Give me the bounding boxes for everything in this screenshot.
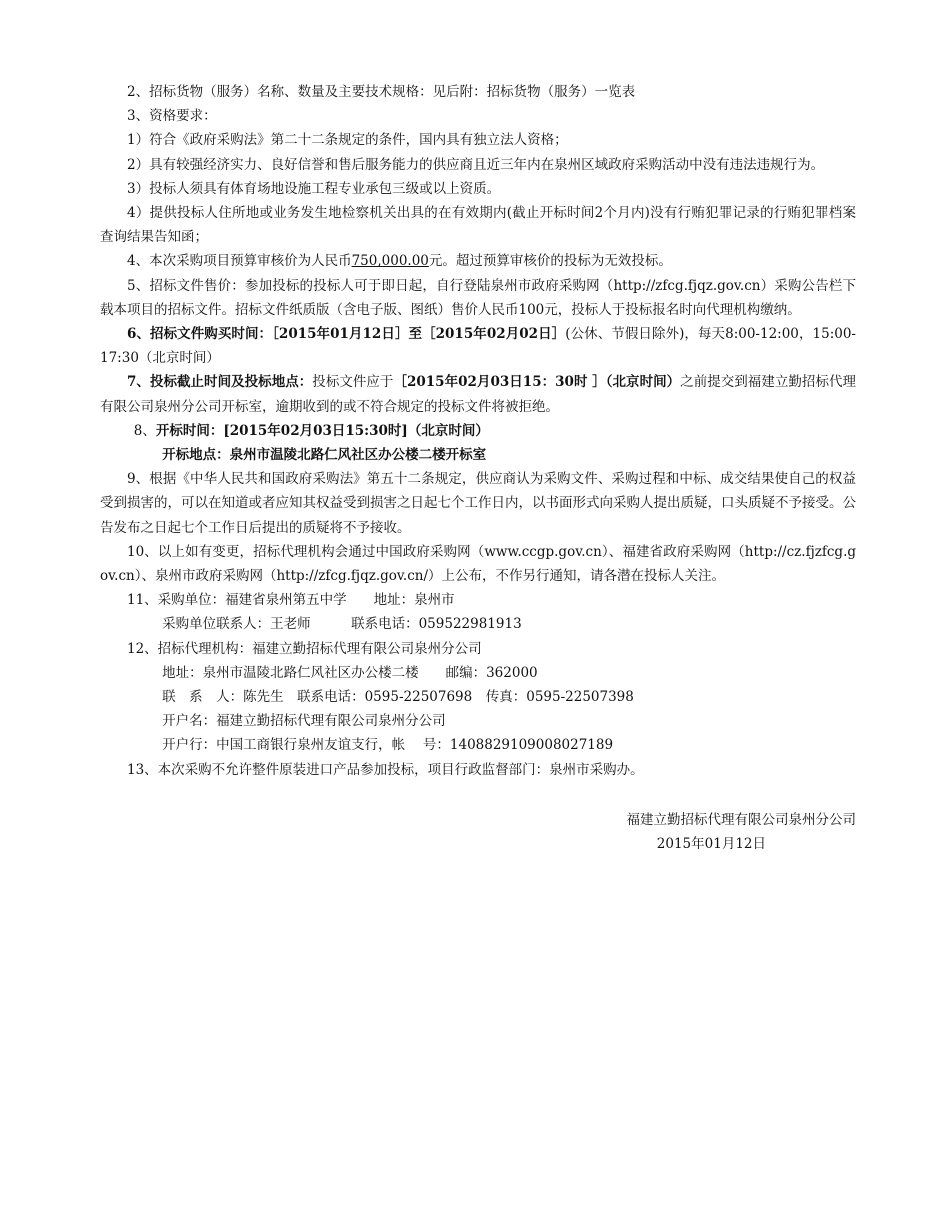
agency-bank: 开户行：中国工商银行泉州友谊支行，帐 号：1408829109008027189: [162, 737, 614, 754]
item-8-opening-time: [100, 419, 856, 443]
signature-date: 2015年01月12日: [656, 835, 766, 852]
opening-time: 开标时间：[2015年02月03日15:30时]（北京时间）: [155, 422, 489, 439]
deadline-mid: 投标文件应于: [312, 374, 394, 391]
signature-block: [100, 808, 856, 856]
budget-amount: 750,000.00: [351, 253, 429, 270]
item-5-document-price: 5、招标文件售价：参加投标的投标人可于即日起，自行登陆泉州市政府采购网（http://zfcg.fjqz.gov.cn）采购公告栏下载本项目的招标文件。招标文件纸质版（含电子版、图纸）售价人民币100元，投标人于投标报名时向代理机构缴纳。: [100, 277, 856, 318]
purchase-time-bold: 招标文件购买时间：［2015年01月12日］至［2015年02月02日］: [150, 326, 566, 343]
item-11-purchaser: 11、采购单位：福建省泉州第五中学 地址：泉州市: [127, 592, 455, 609]
deadline-heading: 7、投标截止时间及投标地点：: [127, 374, 313, 391]
deadline-rest: 之前提交到福建立勤招标代理有限公司泉州分公司开标室，逾期收到的或不符合规定的投标文件将被拒绝。: [100, 374, 857, 415]
qualification-3: 3）投标人须具有体育场地设施工程专业承包三级或以上资质。: [127, 180, 501, 197]
purchaser-contact: 采购单位联系人：王老师 联系电话：059522981913: [162, 616, 522, 633]
item-10-changes: 10、以上如有变更，招标代理机构会通过中国政府采购网（www.ccgp.gov.cn）、福建省政府采购网（http://cz.fjzfcg.gov.cn）、泉州市政府采购网（http://zfcg.fjqz.gov.cn/）上公布，不作另行通知，请各潜在投标人关注。: [100, 543, 856, 585]
item-3-qualifications: 3、资格要求：: [127, 108, 217, 125]
item-7-deadline: [100, 370, 856, 418]
signature-company: 福建立勤招标代理有限公司泉州分公司: [626, 811, 856, 828]
qualification-1: 1）符合《政府采购法》第二十二条规定的条件，国内具有独立法人资格；: [127, 132, 568, 149]
budget-text-post: 元。超过预算审核价的投标为无效投标。: [428, 253, 672, 270]
item-9-complaints: 9、根据《中华人民共和国政府采购法》第五十二条规定，供应商认为采购文件、采购过程和中标、成交结果使自己的权益受到损害的，可以在知道或者应知其权益受到损害之日起七个工作日内，以书面形式向采购人提出质疑，口头质疑不予接受。公告发布之日起七个工作日后提出的质疑将不予接收。: [100, 471, 856, 536]
item-4-budget: [100, 249, 856, 273]
opening-place: 开标地点：泉州市温陵北路仁风社区办公楼二楼开标室: [162, 447, 487, 464]
opening-number: 8、: [133, 422, 156, 439]
purchase-time-rest: (公休、节假日除外)，每天8:00-12:00，15:00-17:30（北京时间）: [100, 326, 856, 367]
deadline-time: ［2015年02月03日15：30时 ］（北京时间）: [393, 374, 681, 391]
agency-address: 地址：泉州市温陵北路仁风社区办公楼二楼 邮编：362000: [162, 664, 538, 681]
item-2-goods: 2、招标货物（服务）名称、数量及主要技术规格：见后附：招标货物（服务）一览表: [127, 84, 636, 100]
purchase-time-number: 6、: [127, 326, 151, 343]
item-13-imports: 13、本次采购不允许整件原装进口产品参加投标，项目行政监督部门：泉州市采购办。: [127, 761, 644, 778]
agency-contact: 联 系 人：陈先生 联系电话：0595-22507698 传真：0595-22507398: [162, 689, 634, 706]
qualification-4: 4）提供投标人住所地或业务发生地检察机关出具的在有效期内(截止开标时间2个月内)没有行贿犯罪记录的行贿犯罪档案查询结果告知函；: [100, 205, 856, 246]
announcement-body: [100, 80, 856, 782]
agency-account-name: 开户名：福建立勤招标代理有限公司泉州分公司: [162, 713, 446, 730]
item-12-agency: 12、招标代理机构：福建立勤招标代理有限公司泉州分公司: [127, 640, 482, 657]
item-6-purchase-time: [100, 322, 856, 370]
qualification-2: 2）具有较强经济实力、良好信誉和售后服务能力的供应商且近三年内在泉州区域政府采购活动中没有违法违规行为。: [127, 156, 825, 173]
budget-text-pre: 4、本次采购项目预算审核价为人民币: [127, 253, 352, 270]
